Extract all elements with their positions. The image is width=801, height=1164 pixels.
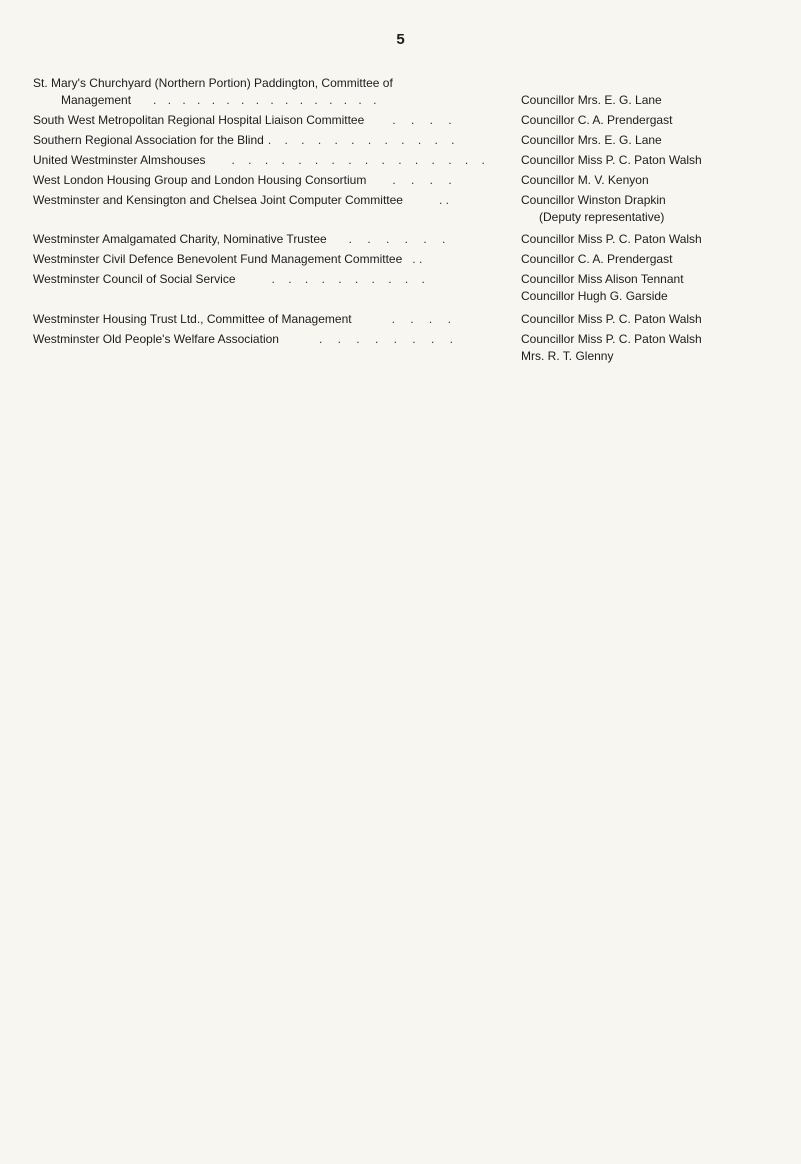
list-item	[33, 231, 773, 248]
page-number: 5	[396, 31, 405, 48]
leader-dots: . .	[412, 252, 423, 266]
organisation-line: Westminster Civil Defence Benevolent Fund Management Committee	[33, 252, 403, 266]
organisation-line: Westminster Amalgamated Charity, Nominative Trustee	[33, 232, 327, 246]
list-item	[33, 311, 773, 328]
list-item	[33, 331, 773, 367]
representative-name: Councillor Miss P. C. Paton Walsh	[521, 232, 702, 246]
representative-name: Councillor C. A. Prendergast	[521, 113, 673, 127]
leader-dots: . . . .	[392, 113, 452, 127]
representative-name: Councillor Miss P. C. Paton Walsh	[521, 332, 702, 346]
organisation-line: Westminster and Kensington and Chelsea Joint Computer Committee	[33, 193, 403, 207]
list-item	[33, 112, 773, 129]
list-item	[33, 75, 773, 109]
organisation-line: West London Housing Group and London Housing Consortium	[33, 173, 367, 187]
leader-dots: . . . .	[392, 173, 452, 187]
representative-name: Councillor Hugh G. Garside	[521, 289, 668, 303]
organisation-line: Southern Regional Association for the Blind	[33, 133, 264, 147]
representative-note: (Deputy representative)	[539, 210, 665, 224]
representative-name: Councillor Winston Drapkin	[521, 193, 666, 207]
organisation-name	[33, 75, 508, 109]
representative-name: Councillor Miss P. C. Paton Walsh	[521, 312, 702, 326]
leader-dots: . . . . . .	[348, 232, 446, 246]
leader-dots: . .	[438, 193, 449, 207]
representatives-list	[33, 75, 773, 367]
organisation-line: United Westminster Almshouses	[33, 153, 206, 167]
representative-name: Councillor Miss Alison Tennant	[521, 272, 684, 286]
representative-name: Councillor Mrs. E. G. Lane	[521, 133, 662, 147]
leader-dots: . . . . . . . . . .	[271, 272, 425, 286]
representative-names	[521, 92, 781, 109]
leader-dots: . . . . . . . . . . . .	[267, 133, 455, 147]
list-item	[33, 192, 773, 228]
leader-dots: . . . . . . . . . . . . . . . .	[231, 153, 485, 167]
leader-dots: . . . .	[391, 312, 451, 326]
organisation-line: St. Mary's Churchyard (Northern Portion) Paddington, Committee of	[33, 76, 393, 90]
list-item	[33, 132, 773, 149]
list-item	[33, 271, 773, 308]
representative-name: Councillor C. A. Prendergast	[521, 252, 673, 266]
organisation-line: South West Metropolitan Regional Hospital Liaison Committee	[33, 113, 365, 127]
representative-name: Councillor M. V. Kenyon	[521, 173, 649, 187]
leader-dots: . . . . . . . . . . . . . . . .	[153, 93, 377, 107]
list-item	[33, 152, 773, 169]
representative-name: Councillor Miss P. C. Paton Walsh	[521, 153, 702, 167]
organisation-line: Westminster Council of Social Service	[33, 272, 236, 286]
organisation-line: Westminster Housing Trust Ltd., Committee of Management	[33, 312, 352, 326]
representative-name: Councillor Mrs. E. G. Lane	[521, 93, 662, 107]
list-item	[33, 172, 773, 189]
representative-name: Mrs. R. T. Glenny	[521, 349, 614, 363]
list-item	[33, 251, 773, 268]
organisation-line: Management	[61, 93, 132, 107]
leader-dots: . . . . . . . .	[318, 332, 453, 346]
organisation-line: Westminster Old People's Welfare Association	[33, 332, 279, 346]
